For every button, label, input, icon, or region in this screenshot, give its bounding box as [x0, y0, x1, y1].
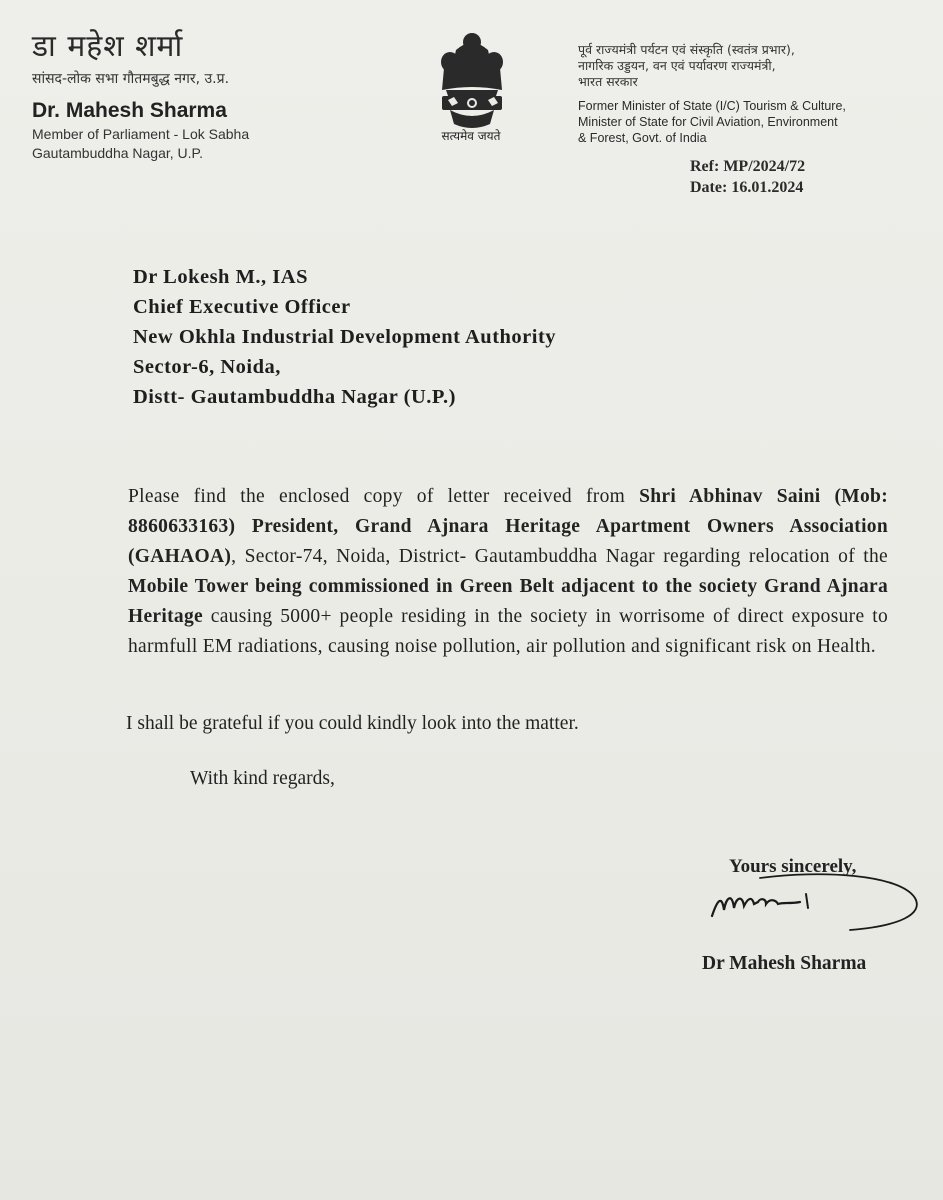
letter-date: Date: 16.01.2024 [690, 179, 804, 196]
english-designation-3: & Forest, Govt. of India [578, 131, 707, 145]
letterhead-right [578, 42, 918, 146]
reference-block [690, 156, 805, 198]
addressee-line-3: New Okhla Industrial Development Authority [133, 326, 557, 348]
addressee-line-4: Sector-6, Noida, [133, 356, 281, 378]
signer-name: Dr Mahesh Sharma [702, 953, 867, 974]
hindi-designation-2: नागरिक उड्डयन, वन एवं पर्यावरण राज्यमंत्री, [578, 58, 776, 73]
body-text-2: Shri Abhinav Saini (Mob: 8860633163) President, Grand Ajnara Heritage Apartment Owners Association (GAHAOA) [128, 486, 888, 567]
english-subtitle-1: Member of Parliament - Lok Sabha [32, 126, 250, 142]
english-designation-1: Former Minister of State (I/C) Tourism & Culture, [578, 99, 846, 113]
hindi-subtitle: सांसद-लोक सभा गौतमबुद्ध नगर, उ.प्र. [32, 71, 230, 87]
body-text-5: causing 5000+ people residing in the society in worrisome of direct exposure to harmfull EM radiations, causing noise pollution, air pollution and significant risk on Health. [128, 606, 888, 657]
body-text-4: Mobile Tower being commissioned in Green Belt adjacent to the society Grand Ajnara Heritage [128, 576, 888, 627]
emblem-motto: सत्यमेव जयते [441, 129, 501, 143]
addressee-line-1: Dr Lokesh M., IAS [133, 266, 308, 288]
request-line: I shall be grateful if you could kindly look into the matter. [126, 713, 579, 734]
regards-line: With kind regards, [190, 768, 335, 789]
signature-icon [700, 868, 930, 938]
english-name: Dr. Mahesh Sharma [32, 99, 227, 122]
addressee-block [133, 262, 556, 412]
english-designation-2: Minister of State for Civil Aviation, Environment [578, 115, 838, 129]
hindi-designation-1: पूर्व राज्यमंत्री पर्यटन एवं संस्कृति (स्वतंत्र प्रभार), [578, 42, 795, 57]
english-subtitle-2: Gautambuddha Nagar, U.P. [32, 145, 203, 161]
addressee-line-2: Chief Executive Officer [133, 296, 351, 318]
body-text-3: , Sector-74, Noida, District- Gautambuddha Nagar regarding relocation of the [231, 546, 888, 567]
letterhead-left [32, 30, 249, 161]
hindi-designation-3: भारत सरकार [578, 74, 638, 89]
body-text-1: Please find the enclosed copy of letter received from [128, 486, 640, 507]
closing-line: Yours sincerely, [729, 856, 857, 877]
hindi-name: डा महेश शर्मा [32, 29, 184, 64]
body-paragraph [128, 482, 888, 662]
reference-number: Ref: MP/2024/72 [690, 158, 806, 175]
addressee-line-5: Distt- Gautambuddha Nagar (U.P.) [133, 386, 456, 408]
